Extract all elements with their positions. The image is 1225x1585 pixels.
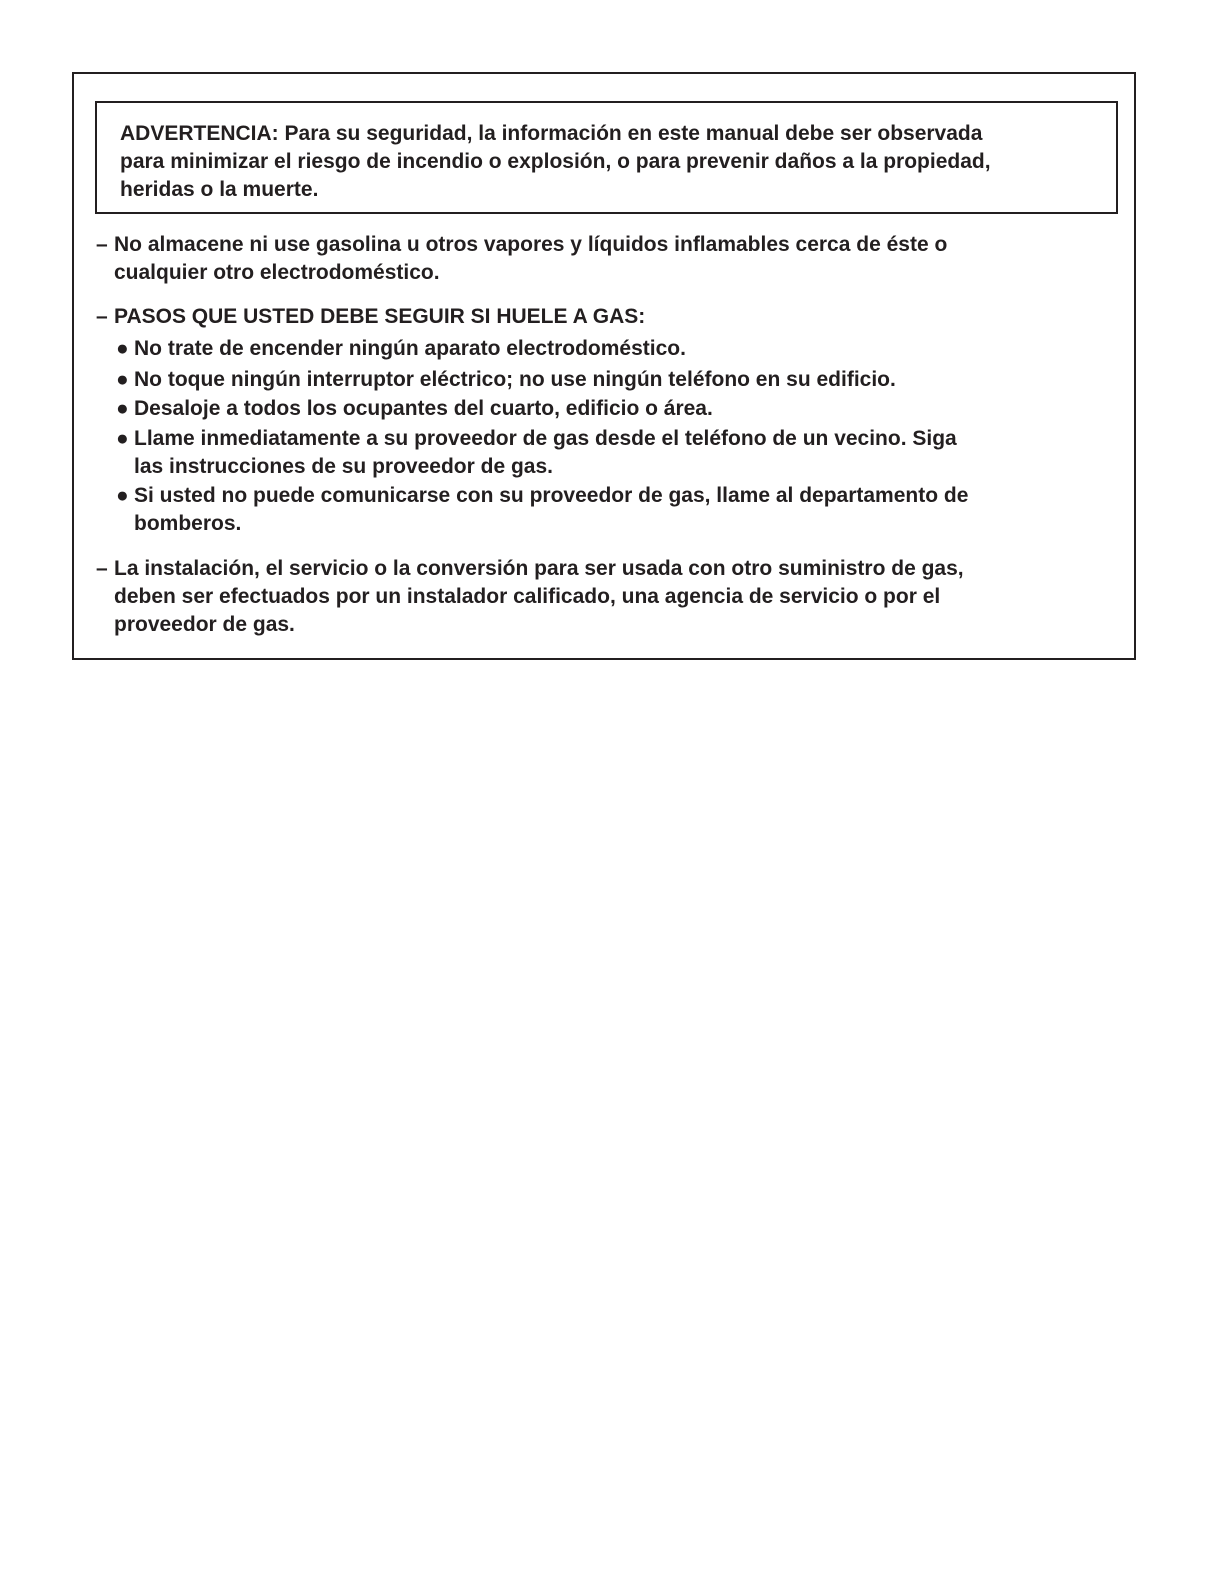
list-item-gas-steps-heading: [96, 303, 645, 331]
list-item-installation: [96, 555, 964, 639]
list-item-text: La instalación, el servicio o la conversión para ser usada con otro suministro de gas,: [114, 557, 964, 580]
list-item-gasoline: [96, 231, 947, 287]
gas-step-1: [116, 335, 686, 363]
gas-step-5: [116, 482, 968, 538]
gas-step-2: [116, 366, 896, 394]
gas-step-text: bomberos.: [134, 512, 242, 535]
bullet-marker: ●: [116, 484, 129, 507]
bullet-marker: ●: [116, 368, 129, 391]
list-item-text: No almacene ni use gasolina u otros vapores y líquidos inflamables cerca de éste o: [114, 233, 948, 256]
bullet-marker: ●: [116, 337, 129, 360]
list-item-text: cualquier otro electrodoméstico.: [114, 261, 440, 284]
gas-step-text: Si usted no puede comunicarse con su proveedor de gas, llame al departamento de: [134, 484, 969, 507]
warning-line-3: heridas o la muerte.: [120, 178, 319, 201]
bullet-marker: ●: [116, 397, 129, 420]
warning-line-2: para minimizar el riesgo de incendio o explosión, o para prevenir daños a la propiedad,: [120, 150, 991, 173]
gas-step-3: [116, 395, 713, 423]
warning-box: [95, 101, 1118, 214]
bullet-marker: ●: [116, 427, 129, 450]
gas-step-text: No trate de encender ningún aparato electrodoméstico.: [134, 337, 686, 360]
gas-step-text: Llame inmediatamente a su proveedor de gas desde el teléfono de un vecino. Siga: [134, 427, 957, 450]
gas-step-text: Desaloje a todos los ocupantes del cuarto, edificio o área.: [134, 397, 713, 420]
dash-marker: –: [96, 305, 108, 328]
gas-step-text: No toque ningún interruptor eléctrico; no use ningún teléfono en su edificio.: [134, 368, 896, 391]
list-item-text: PASOS QUE USTED DEBE SEGUIR SI HUELE A GAS:: [114, 305, 646, 328]
warning-line-1: ADVERTENCIA: Para su seguridad, la información en este manual debe ser observada: [120, 122, 983, 145]
dash-marker: –: [96, 233, 108, 256]
gas-step-text: las instrucciones de su proveedor de gas.: [134, 455, 553, 478]
list-item-text: proveedor de gas.: [114, 613, 295, 636]
safety-notice-box: [72, 72, 1136, 660]
list-item-text: deben ser efectuados por un instalador calificado, una agencia de servicio o por el: [114, 585, 941, 608]
gas-step-4: [116, 425, 957, 481]
dash-marker: –: [96, 557, 108, 580]
